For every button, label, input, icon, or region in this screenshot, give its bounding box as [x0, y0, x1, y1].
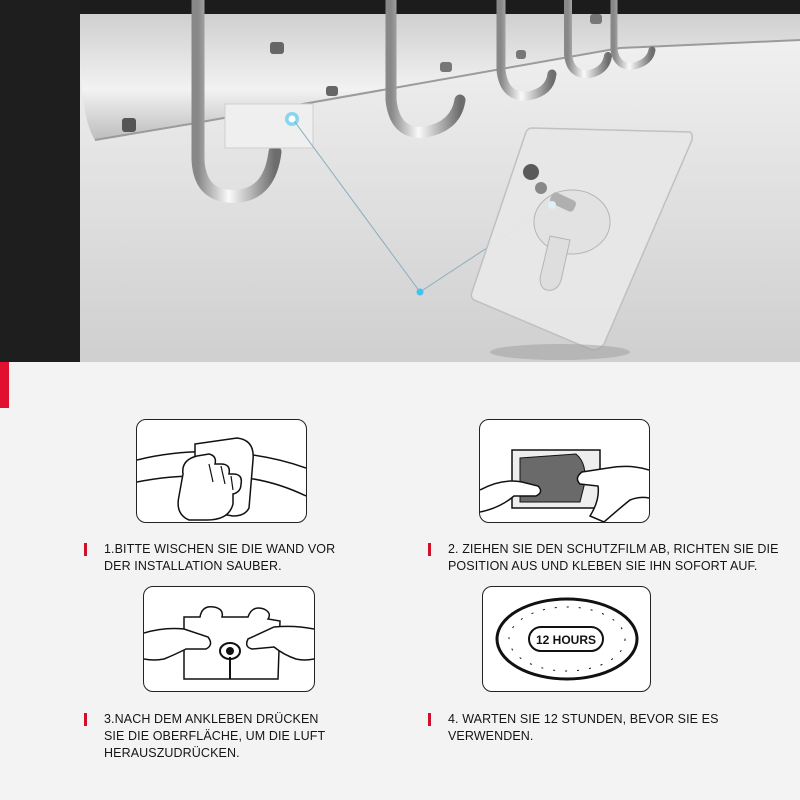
step-4-label: 4. WARTEN SIE 12 STUNDEN, BEVOR SIE ES VERWENDEN. [448, 712, 719, 743]
step-marker [428, 713, 431, 726]
press-surface-icon [144, 587, 314, 691]
step-2-image [479, 419, 650, 523]
clock-label: 12 HOURS [535, 633, 597, 647]
peel-film-icon [480, 420, 649, 522]
step-marker [84, 713, 87, 726]
step-1-label: 1.BITTE WISCHEN SIE DIE WAND VOR DER INSTALLATION SAUBER. [104, 542, 336, 573]
step-2-text [448, 541, 798, 575]
step-marker [84, 543, 87, 556]
clock-icon [483, 587, 650, 691]
step-4-image [482, 586, 651, 692]
step-3-image [143, 586, 315, 692]
hook-rack-illustration [0, 0, 800, 362]
step-3-text [104, 711, 394, 762]
step-3-label: 3.NACH DEM ANKLEBEN DRÜCKEN SIE DIE OBERFLÄCHE, UM DIE LUFT HERAUSZUDRÜCKEN. [104, 712, 326, 760]
product-photo [0, 0, 800, 362]
step-2-label: 2. ZIEHEN SIE DEN SCHUTZFILM AB, RICHTEN SIE DIE POSITION AUS UND KLEBEN SIE IHN SOFORT AUF. [448, 542, 779, 573]
step-4-text [448, 711, 788, 745]
accent-bar [0, 362, 9, 408]
step-1-text [104, 541, 394, 575]
step-1-image [136, 419, 307, 523]
step-marker [428, 543, 431, 556]
wipe-hand-icon [137, 420, 306, 522]
